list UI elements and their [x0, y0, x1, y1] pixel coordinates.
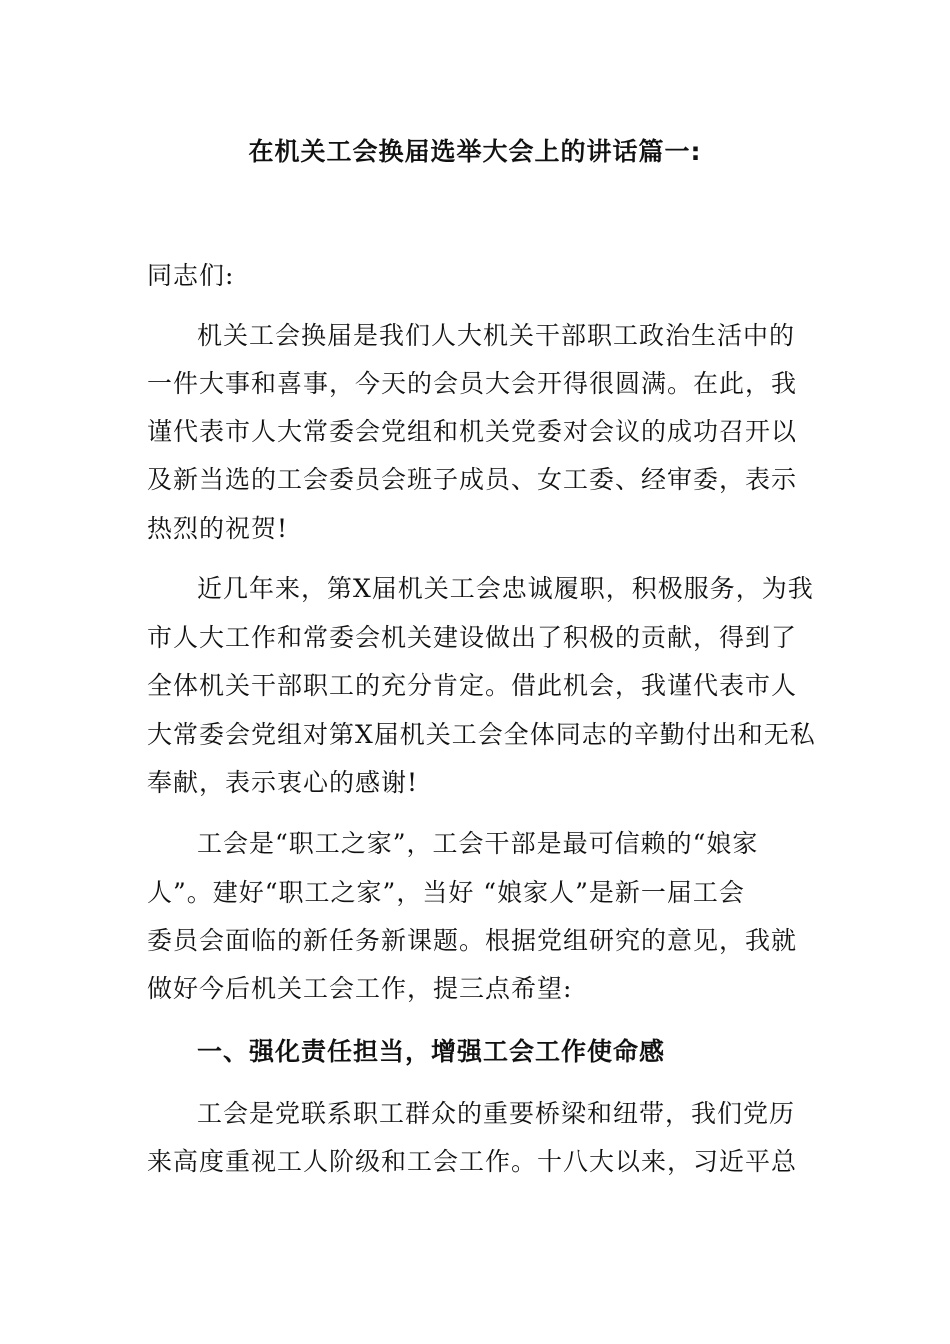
paragraph-line: 市人大工作和常委会机关建设做出了积极的贡献，得到了	[147, 623, 798, 652]
paragraph-line: 全体机关干部职工的充分肯定。借此机会，我谨代表市人	[147, 671, 798, 700]
paragraph-line: 做好今后机关工会工作，提三点希望:	[147, 974, 573, 1003]
paragraph-line: 人”。建好“职工之家”，当好 “娘家人”是新一届工会	[147, 878, 745, 907]
paragraph-line: 机关工会换届是我们人大机关干部职工政治生活中的	[197, 321, 796, 350]
document-title: 在机关工会换届选举大会上的讲话篇一:	[248, 137, 702, 166]
paragraph-line: 近几年来，第X届机关工会忠诚履职，积极服务，为我	[197, 574, 814, 603]
section-heading: 一、强化责任担当，增强工会工作使命感	[197, 1037, 666, 1066]
paragraph-line: 工会是党联系职工群众的重要桥梁和纽带，我们党历	[197, 1099, 796, 1128]
paragraph-line: 委员会面临的新任务新课题。根据党组研究的意见，我就	[147, 926, 798, 955]
paragraph-line: 谨代表市人大常委会党组和机关党委对会议的成功召开以	[147, 417, 798, 446]
salutation: 同志们:	[147, 261, 235, 290]
paragraph-line: 热烈的祝贺!	[147, 514, 289, 543]
paragraph-line: 一件大事和喜事，今天的会员大会开得很圆满。在此，我	[147, 369, 798, 398]
paragraph-line: 大常委会党组对第X届机关工会全体同志的辛勤付出和无私	[147, 720, 816, 749]
paragraph-line: 工会是“职工之家”，工会干部是最可信赖的“娘家	[197, 829, 759, 858]
paragraph-line: 来高度重视工人阶级和工会工作。十八大以来，习近平总	[147, 1147, 798, 1176]
paragraph-line: 奉献，表示衷心的感谢!	[147, 768, 419, 797]
paragraph-line: 及新当选的工会委员会班子成员、女工委、经审委，表示	[147, 465, 798, 494]
